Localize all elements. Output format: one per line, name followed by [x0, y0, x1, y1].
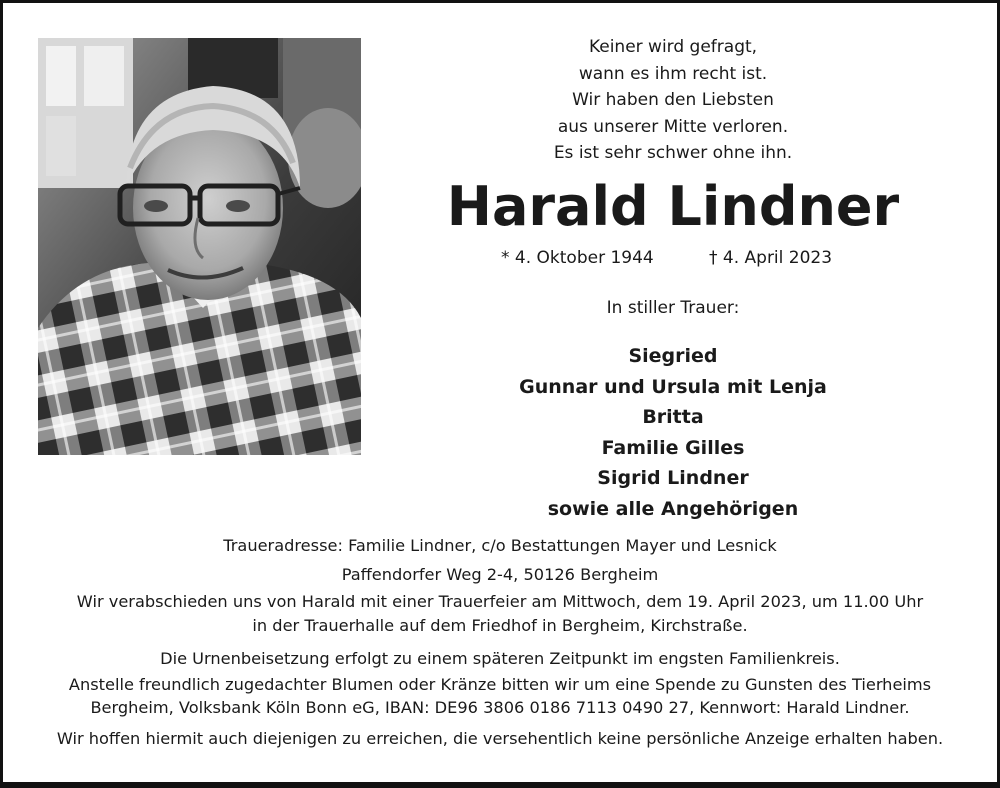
donation-request: Anstelle freundlich zugedachter Blumen oder Kränze bitten wir um eine Spende zu Gunsten des Tierheims: [68, 675, 932, 694]
ceremony-location: in der Trauerhalle auf dem Friedhof in Bergheim, Kirchstraße.: [252, 616, 748, 635]
mourner-name: Familie Gilles: [601, 436, 745, 459]
birth-date: * 4. Oktober 1944: [501, 248, 654, 268]
donation-bank-details: Bergheim, Volksbank Köln Bonn eG, IBAN: DE96 3806 0186 7113 0490 27, Kennwort: Harald Lindner.: [90, 698, 910, 717]
urn-burial-note: Die Urnenbeisetzung erfolgt zu einem späteren Zeitpunkt im engsten Familienkreis.: [160, 649, 840, 668]
mourner-name: Siegried: [628, 345, 718, 367]
quote-line: Es ist sehr schwer ohne ihn.: [553, 143, 793, 163]
closing-note: Wir hoffen hiermit auch diejenigen zu erreichen, die versehentlich keine persönliche Anzeige erhalten haben.: [56, 729, 944, 748]
mourner-name: sowie alle Angehörigen: [547, 497, 799, 520]
mourning-address-line: Traueradresse: Familie Lindner, c/o Bestattungen Mayer und Lesnick: [223, 536, 777, 555]
memorial-quote: [473, 34, 873, 167]
portrait-photo-image: [38, 38, 361, 455]
mourners-list: [423, 341, 923, 524]
quote-line: Wir haben den Liebsten: [572, 90, 774, 110]
quote-line: Keiner wird gefragt,: [588, 37, 758, 57]
ceremony-details: Wir verabschieden uns von Harald mit einer Trauerfeier am Mittwoch, dem 19. April 2023, um 11.00 Uhr: [76, 592, 924, 611]
mourner-name: Britta: [642, 406, 704, 428]
mourner-name: Gunnar und Ursula mit Lenja: [519, 375, 827, 398]
quote-line: aus unserer Mitte verloren.: [557, 116, 789, 137]
funeral-information: [23, 531, 977, 752]
quote-line: wann es ihm recht ist.: [578, 63, 768, 84]
mourner-name: Sigrid Lindner: [597, 467, 749, 489]
portrait-photo: [38, 38, 361, 455]
mourning-label: In stiller Trauer:: [606, 298, 740, 318]
death-date: † 4. April 2023: [709, 248, 833, 268]
mourning-address-street: Paffendorfer Weg 2-4, 50126 Bergheim: [341, 565, 659, 584]
deceased-name: Harald Lindner: [446, 175, 900, 238]
